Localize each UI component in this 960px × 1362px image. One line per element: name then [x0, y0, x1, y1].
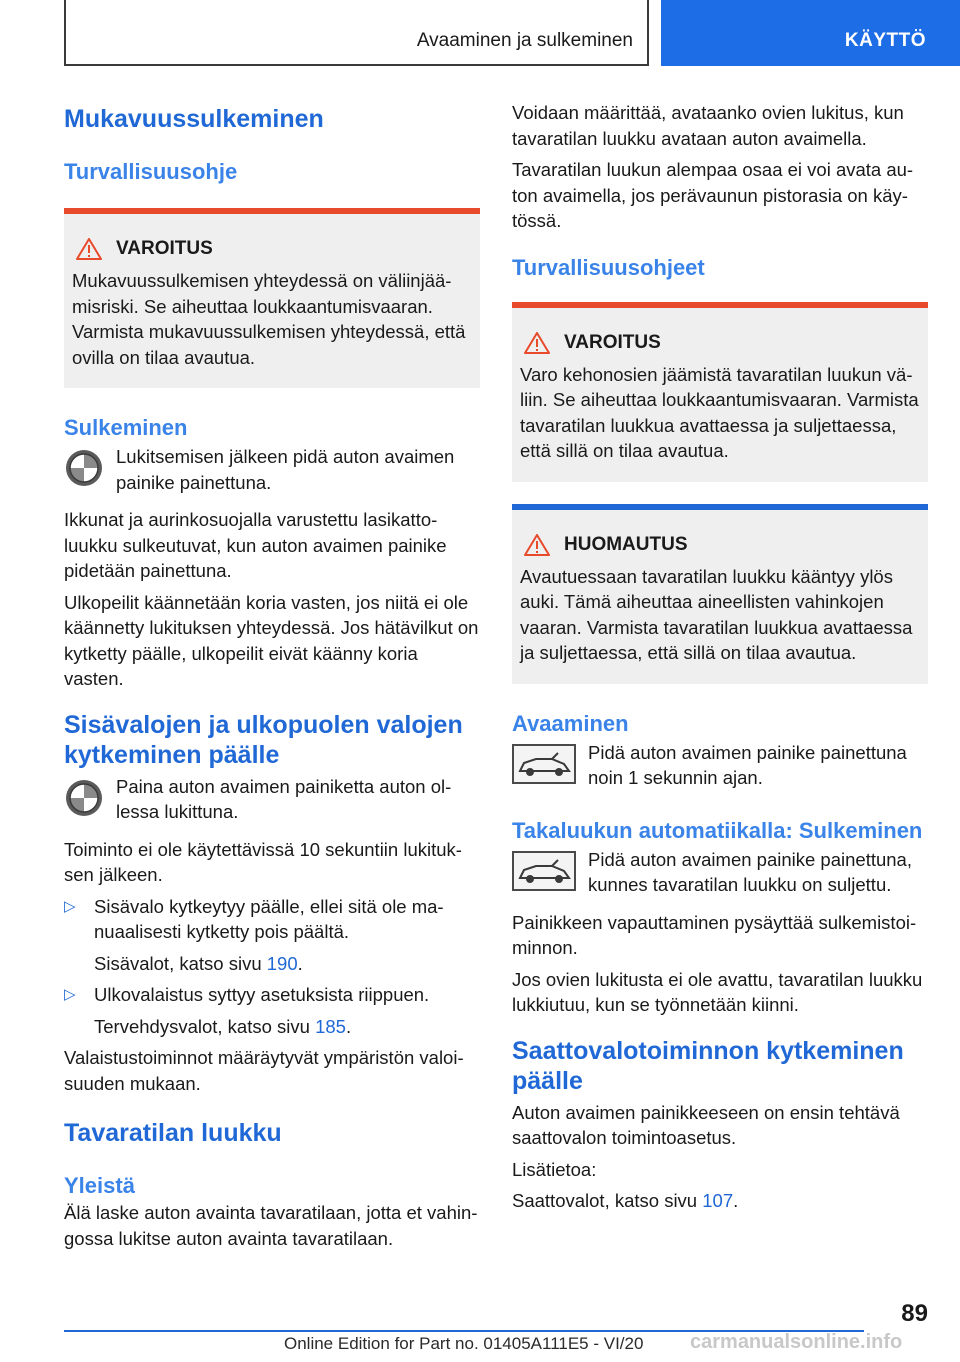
- warning-triangle-icon: [76, 238, 102, 260]
- list-item: [64, 982, 480, 1008]
- reference-label: Saattovalot, katso sivu: [512, 1190, 703, 1211]
- warning-title: [72, 238, 472, 260]
- paragraph-windows: Ikkunat ja aurinkosuojalla varustettu lasikatto-luukku sulkeutuvat, kun auton avaimen painike pidetään painettuna.: [64, 509, 447, 581]
- lights-key-row: [64, 774, 480, 825]
- opening-text: Pidä auton avaimen painike painettuna noin 1 sekunnin ajan.: [588, 741, 907, 788]
- reference-period: .: [345, 1015, 352, 1037]
- warning-title-text: VAROITUS: [116, 238, 213, 259]
- page-number: 89: [901, 1300, 928, 1327]
- warning-triangle-icon: [524, 534, 550, 556]
- warning-text: Varo kehonosien jäämistä tavaratilan luukun vä-liin. Se aiheuttaa loukkaantumisvaaran. Varmista tavaratilan luukkua avattaessa ja suljettaessa, että sillä on tilaa avautua.: [520, 363, 919, 461]
- note-callout-tailgate: [512, 504, 928, 684]
- heading-safety-note: Turvallisuusohje: [64, 159, 238, 184]
- heading-safety-notes: Turvallisuusohjeet: [512, 254, 705, 280]
- header-chapter-tab: [661, 0, 960, 66]
- reference-label: Tervehdysvalot, katso sivu: [94, 1015, 316, 1037]
- footer-edition: Online Edition for Part no. 01405A111E5 - VI/20: [284, 1334, 644, 1353]
- page-link-190[interactable]: 190: [266, 952, 298, 974]
- reference-period: .: [733, 1190, 739, 1211]
- paragraph-lighting: Valaistustoiminnot määräytyvät ympäristön valoi-suuden mukaan.: [64, 1047, 464, 1094]
- paragraph-define: Voidaan määrittää, avataanko ovien lukitus, kun tavaratilan luukku avataan auton avaimella.: [512, 102, 904, 149]
- cross-reference: [64, 1014, 480, 1040]
- left-column: [64, 100, 480, 1251]
- page-link-107[interactable]: 107: [702, 1190, 734, 1211]
- tailgate-key-icon: [512, 851, 576, 896]
- list-item: [64, 894, 480, 945]
- closing-key-text: Lukitsemisen jälkeen pidä auton avaimen painike painettuna.: [116, 446, 455, 493]
- cross-reference: [512, 1188, 928, 1214]
- opening-key-row: [512, 740, 928, 791]
- warning-title-text: VAROITUS: [564, 331, 661, 353]
- paragraph-general: Älä laske auton avainta tavaratilaan, jotta et vahin-gossa lukitse auton avainta tavaratilaan.: [64, 1202, 478, 1249]
- warning-title: [520, 332, 920, 354]
- paragraph-info: Lisätietoa:: [512, 1158, 597, 1180]
- page-link-185[interactable]: 185: [315, 1015, 346, 1037]
- heading-comfort-closing: Mukavuussulkeminen: [64, 105, 324, 133]
- footer-watermark: carmanualsonline.info: [690, 1331, 903, 1353]
- triangle-bullet-icon: ▷: [64, 986, 76, 1003]
- car-key-bmw-icon: [64, 778, 104, 823]
- cross-reference: [64, 951, 480, 977]
- bullet-text: Ulkovalaistus syttyy asetuksista riippuen.: [94, 984, 430, 1005]
- paragraph-function: Toiminto ei ole käytettävissä 10 sekuntiin lukituk-sen jälkeen.: [64, 838, 462, 885]
- header-chapter-label: KÄYTTÖ: [844, 30, 926, 51]
- heading-general: Yleistä: [64, 1173, 135, 1198]
- triangle-bullet-icon: ▷: [64, 897, 76, 915]
- paragraph-mirrors: Ulkopeilit käännetään koria vasten, jos niitä ei ole käännetty lukituksen yhteydessä. Jos hätävilkut on kytketty päälle, ulkopeilit eivät käänny koria vasten.: [64, 591, 479, 689]
- paragraph-release: Painikkeen vapauttaminen pysäyttää sulkemistoi-minnon.: [512, 911, 917, 958]
- warning-callout-comfort: [64, 208, 480, 388]
- heading-closing: Sulkeminen: [64, 415, 188, 440]
- paragraph-unlock: Jos ovien lukitusta ei ole avattu, tavaratilan luukku lukkiutuu, kun se työnnetään kiinni.: [512, 968, 923, 1015]
- auto-closing-text: Pidä auton avaimen painike painettuna, kunnes tavaratilan luukku on suljettu.: [588, 848, 912, 895]
- right-column: [512, 100, 928, 1214]
- paragraph-lower-part: Tavaratilan luukun alempaa osaa ei voi avata au-ton avaimella, jos perävaunun pistorasia on käy-tössä.: [512, 159, 914, 231]
- heading-opening: Avaaminen: [512, 710, 629, 736]
- warning-text: Mukavuussulkemisen yhteydessä on väliinjää-misriski. Se aiheuttaa loukkaantumisvaaran. Varmista mukavuussulkemisen yhteydessä, että ovilla on tilaa avautua.: [72, 270, 466, 368]
- warning-callout-tailgate: [512, 302, 928, 482]
- heading-tailgate: Tavaratilan luukku: [64, 1119, 282, 1147]
- paragraph-escort: Auton avaimen painikkeeseen on ensin tehtävä saattovalon toimintoasetus.: [512, 1101, 900, 1148]
- lights-key-text: Paina auton avaimen painiketta auton ol-lessa lukittuna.: [116, 775, 452, 822]
- reference-period: .: [297, 952, 303, 974]
- heading-escort-light: Saattovalotoiminnon kytkeminen päälle: [512, 1036, 904, 1095]
- note-title-text: HUOMAUTUS: [564, 533, 688, 555]
- reference-label: Sisävalot, katso sivu: [94, 952, 267, 974]
- bullet-text: Sisävalo kytkeytyy päälle, ellei sitä ole ma-nuaalisesti kytketty pois päältä.: [94, 895, 444, 942]
- note-text: Avautuessaan tavaratilan luukku kääntyy ylös auki. Tämä aiheuttaa aineellisten vahinkojen vaaran. Varmista tavaratilan luukkua avattaessa ja suljettaessa, että sillä on tilaa avautua.: [520, 565, 913, 663]
- tailgate-key-icon: [512, 744, 576, 789]
- car-key-bmw-icon: [64, 448, 104, 493]
- warning-triangle-icon: [524, 332, 550, 354]
- closing-key-row: [64, 444, 480, 495]
- header-section-title: Avaaminen ja sulkeminen: [416, 30, 633, 51]
- auto-key-row: [512, 847, 928, 898]
- heading-lights: Sisävalojen ja ulkopuolen valojen kytkeminen päälle: [64, 710, 463, 769]
- header-section-box: [64, 0, 649, 66]
- heading-auto-closing: Takaluukun automatiikalla: Sulkeminen: [512, 817, 923, 843]
- note-title: [520, 534, 920, 556]
